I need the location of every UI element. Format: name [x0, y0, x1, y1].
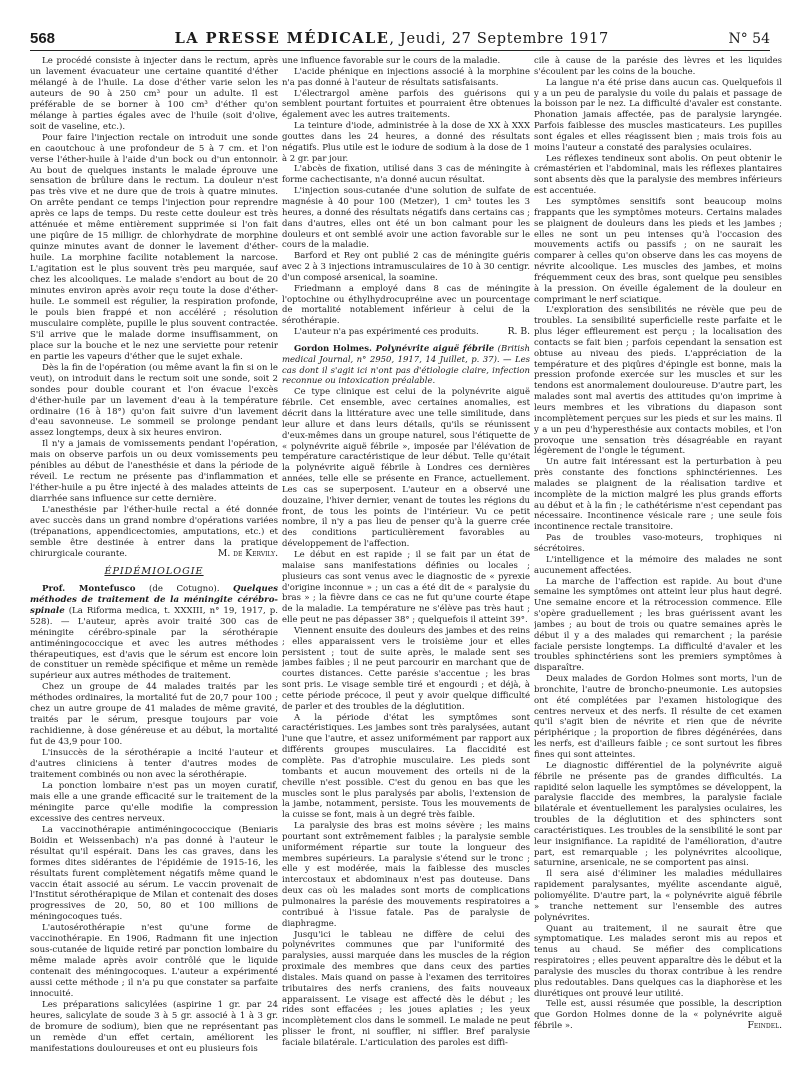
paragraph: L'intelligence et la mémoire des malades ne sont aucunement affectées.: [534, 554, 782, 576]
paragraph: La langue n'a été prise dans aucun cas. Quelquefois il y a un peu de paralysie du voile du palais et passage de la boisson par le nez. La difficulté d'avaler est constante. Phonation jamais affectée, pas de paralysie laryngée. Parfois faiblesse des muscles masticateurs. Les pupilles sont égales et elles réagissent bien ; mais trois fois au moins l'auteur a constaté des paralysies oculaires.: [534, 77, 782, 153]
paragraph-text: L'auteur n'a pas expérimenté ces produits.: [294, 327, 479, 338]
author-signature: R. B.: [507, 326, 530, 338]
page-number: 568: [30, 30, 56, 47]
paragraph-text: Telle est, aussi résumée que possible, la description que Gordon Holmes donne de la « polynévrite aiguë fébrile ».: [534, 999, 782, 1032]
author-signature: Feindel.: [747, 1020, 782, 1032]
paragraph: Barford et Rey ont publié 2 cas de méningite guéris avec 2 à 3 injections intramusculaires de 10 à 30 centigr. d'un composé arsenical, la soamine.: [282, 251, 530, 283]
author-signature: M. de Kervily.: [217, 547, 278, 559]
paragraph: Quant au traitement, il ne saurait être que symptomatique. Les malades seront mis au repos et tenus au chaud. Se méfier des complications respiratoires ; elles peuvent apparaître dès le début et la paralysie des muscles du thorax contribue à les rendre plus redoutables. Dans quelques cas la diaphorèse et les diurétiques ont prouvé leur utilité.: [534, 923, 782, 999]
paragraph: Jusqu'ici le tableau ne diffère de celui des polynévrites communes que par l'uniformité des paralysies, aussi marquée dans les muscles de la région proximale des membres que dans ceux des parties distales. Mais quand on passe à l'examen des territoires tributaires des nerfs craniens, des faits nouveaux apparaissent. Le visage est affecté dès le début ; les rides sont effacées ; les joues aplaties ; les yeux incomplètement clos dans le sommeil. Le malade ne peut plisser le front, ni souffler, ni siffler. Bref paralysie faciale bilatérale. L'articulation des paroles est diffi-: [282, 929, 530, 1048]
paragraph: Viennent ensuite des douleurs des jambes et des reins ; elles apparaissent vers le troisième jour et elles persistent ; tout de suite après, le malade sent ses jambes faibles ; il ne peut parcourir en marchant que de courtes distances. Cette parésie s'accentue ; les bras sont pris. Le visage semble tiré et engourdi ; et déjà, à cette période précoce, il peut y avoir quelque difficulté de parler et des troubles de la déglutition.: [282, 625, 530, 712]
text-column-1: [30, 56, 278, 1066]
paragraph: Les réflexes tendineux sont abolis. On peut obtenir le crémastérien et l'abdominal, mais les réflexes plantaires sont absents dès que la paralysie des membres inférieurs est accentuée.: [534, 153, 782, 197]
section-title: ÉPIDÉMIOLOGIE: [104, 565, 204, 577]
paragraph: [282, 327, 530, 338]
paragraph: Chez un groupe de 44 malades traités par les méthodes ordinaires, la mortalité fut de 20,7 pour 100 ; chez un autre groupe de 41 malades de même gravité, traités par le sérum, presque toujours par voie rachidienne, à dose généreuse et au début, la mortalité fut de 43,9 pour 100.: [30, 682, 278, 748]
paragraph: L'injection sous-cutanée d'une solution de sulfate de magnésie à 40 pour 100 (Metzer), 1 cm³ toutes les 3 heures, a donné des résultats négatifs dans certains cas ; dans d'autres, elles ont été un bon calmant pour les douleurs et ont semblé avoir une action favorable sur le cours de la maladie.: [282, 186, 530, 251]
paragraph: [534, 999, 782, 1032]
paragraph: Il n'y a jamais de vomissements pendant l'opération, mais on observe parfois un ou deux vomissements peu pénibles au début de l'anesthésie et dans la période de réveil. Le rectum ne présente pas d'inflammation et l'éther-huile a pu être injecté à des malades atteints de diarrhée sans influence sur cette dernière.: [30, 439, 278, 505]
paragraph: Les symptômes sensitifs sont beaucoup moins frappants que les symptômes moteurs. Certains malades se plaignent de douleurs dans les pieds et les jambes ; elles ne sont un peu intenses qu'à l'occasion des mouvements actifs ou passifs ; on ne saurait les comparer à celles qu'on observe dans les cas moyens de névrite alcoolique. Les muscles des jambes, et moins fréquemment ceux des bras, sont quelque peu sensibles à la pression. On éveille également de la douleur en comprimant le nerf sciatique.: [534, 196, 782, 305]
paragraph: Dès la fin de l'opération (ou même avant la fin si on le veut), on introduit dans le rectum soit une sonde, soit 2 sondes pour double courant et l'on évacue l'excès d'éther-huile par un lavement d'eau à la température ordinaire (16 à 18°) qu'on fait suivre d'un lavement d'eau savonneuse. Le sommeil se prolonge pendant assez longtemps, deux à six heures environ.: [30, 362, 278, 439]
paragraph: L'insuccès de la sérothérapie a incité l'auteur et d'autres cliniciens à tenter d'autres modes de traitement combinés ou non avec la sérothérapie.: [30, 748, 278, 780]
paragraph: Le procédé consiste à injecter dans le rectum, après un lavement évacuateur une certaine quantité d'éther mélangé à de l'huile. La dose d'éther varie selon les auteurs de 90 à 250 cm³ pour un adulte. Il est préférable de se borner à 100 cm³ d'éther qu'on mélange à parties égales avec de l'huile (soit d'olive, soit de vaseline, etc.).: [30, 56, 278, 132]
paragraph: Friedmann a employé dans 8 cas de méningite l'optochine ou éthylhydrocupréine avec un pourcentage de mortalité notablement inférieur à celui de la sérothérapie.: [282, 283, 530, 327]
article-title: Polynévrite aiguë fébrile: [371, 343, 495, 354]
article-author: Gordon Holmes.: [294, 343, 372, 354]
issue-number: N° 54: [728, 31, 770, 47]
paragraph: Pas de troubles vaso-moteurs, trophiques ni sécrétoires.: [534, 533, 782, 554]
paragraph: Le diagnostic différentiel de la polynévrite aiguë fébrile ne présente pas de grandes difficultés. La rapidité selon laquelle les symptômes se développent, la paralysie flaccide des membres, la paralysie faciale bilatérale et éventuellement les paralysies oculaires, les troubles de la déglutition et des sphincters sont caractéristiques. Les troubles de la sensibilité le sont par leur insignifiance. La rapidité de l'amélioration, d'autre part, est remarquable ; les polynévrites alcoolique, saturnine, arsenicale, ne se comportent pas ainsi.: [534, 760, 782, 869]
paragraph: Un autre fait intéressant est la perturbation à peu près constante des fonctions sphinctériennes. Les malades se plaignent de la réalisation tardive et incomplète de la miction malgré les plus grands efforts au début et à la fin ; le cathétérisme n'est cependant pas nécessaire. Incontinence vésicale rare ; une seule fois incontinence rectale transitoire.: [534, 457, 782, 533]
paragraph: L'exploration des sensibilités ne révèle que peu de troubles. La sensibilité superficielle reste parfaite et le plus léger effleurement est perçu ; la localisation des contacts se fait bien ; parfois cependant la sensation est obtuse au niveau des pieds. L'appréciation de la température et des piqûres d'épingle est bonne, mais la pression profonde exercée sur les muscles et sur les tendons est anormalement douloureuse. D'autre part, les malades sont mal avertis des attitudes qu'on imprime à leurs membres et les vibrations du diapason sont incomplètement perçues sur les pieds et sur les mains. Il y a un peu d'hyperesthésie aux contacts mobiles, et l'on provoque une sensation très désagréable en rayant légèrement de l'ongle le tégument.: [534, 305, 782, 457]
text-column-2: [282, 56, 530, 1066]
page-header: [30, 24, 770, 51]
article-reference: (British medical Journal, n° 2950, 1917, 14 Juillet, p. 37). — Les cas dont il s'agit ici n'ont pas d'étiologie claire, infection reconnue ou intoxication préalable.: [282, 343, 530, 387]
paragraph: La paralysie des bras est moins sévère ; les mains pourtant sont extrêmement faibles ; la paralysie semble uniformément répartie sur toute la longueur des membres supérieurs. La paralysie s'étend sur le tronc ; elle y est modérée, mais la faiblesse des muscles intercostaux et abdominaux n'est pas douteuse. Dans deux cas où les malades sont morts de complications pulmonaires la parésie des mouvements respiratoires a contribué à l'issue fatale. Pas de paralysie de diaphragme.: [282, 821, 530, 929]
paragraph: La teinture d'iode, administrée à la dose de XX à XXX gouttes dans les 24 heures, a donné des résultats négatifs. Plus utile est le iodure de sodium à la dose de 1 à 2 gr. par jour.: [282, 121, 530, 164]
paragraph: La vaccinothérapie antiméningococcique (Beniaris Boidin et Weissenbach) n'a pas donné à l'auteur le résultat qu'il espérait. Dans les cas graves, dans les formes dites sidérantes de l'épidémie de 1915-16, les résultats furent complètement négatifs même quand le vaccin était associé au sérum. Le vaccin provenait de l'Institut sérothérapique de Milan et contenait des doses progressives de 20, 50, 80 et 100 millions de méningocoques tués.: [30, 824, 278, 923]
paragraph: La ponction lombaire n'est pas un moyen curatif, mais elle a une grande efficacité sur le traitement de la méningite parce qu'elle modifie la compression excessive des centres nerveux.: [30, 780, 278, 824]
paragraph: Le début en est rapide ; il se fait par un état de malaise sans manifestations définies ou locales ; plusieurs cas sont venus avec le diagnostic de « pyrexie d'origine inconnue » ; un cas a été dit de « paralysie du bras » ; la fièvre dans ce cas ne fut qu'une courte étape de la maladie. La température ne s'élève pas très haut ; elle peut ne pas dépasser 38° ; quelquefois il atteint 39°.: [282, 549, 530, 626]
issue-date: , Jeudi, 27 Septembre 1917: [389, 31, 609, 47]
paragraph: L'acide phénique en injections associé à la morphine n'a pas donné à l'auteur de résultats satisfaisants.: [282, 66, 530, 88]
article-author: Prof. Montefusco: [42, 583, 136, 594]
article-title: Quelques méthodes de traitement de la méningite cérébro-spinale: [30, 583, 278, 616]
paragraph: une influence favorable sur le cours de la maladie.: [282, 56, 501, 66]
paragraph: cile à cause de la parésie des lèvres et les liquides s'écoulent par les coins de la bouche.: [534, 56, 782, 77]
journal-title: LA PRESSE MÉDICALE: [174, 30, 390, 47]
paragraph: Ce type clinique est celui de la polynévrite aiguë fébrile. Cet ensemble, avec certaines anomalies, est décrit dans la littérature avec une telle similitude, dans leur allure et dans leurs détails, qu'ils se réunissent d'eux-mêmes dans un groupe naturel, sous l'étiquette de « polynévrite aiguë fébrile », imposée par l'élévation de température caractéristique de leur début. Telle qu'était la polynévrite aiguë fébrile à Londres ces dernières années, telle elle se présente en France, actuellement. Les cas se superposent. L'auteur en a observé une douzaine, l'hiver dernier, venant de toutes les régions du front, de tous les points de l'intérieur. Vu ce petit nombre, il n'y a pas lieu de penser qu'à la guerre crée des conditions particulièrement favorables au développement de l'affection.: [282, 387, 530, 550]
paragraph: Deux malades de Gordon Holmes sont morts, l'un de bronchite, l'autre de broncho-pneumonie. Les autopsies ont été complétées par l'examen histologique des centres nerveux et des nerfs. Il résulte de cet examen qu'il s'agit bien de névrite et rien que de névrite périphérique ; la proportion de fibres dégénérées, dans les nerfs, est d'ailleurs faible ; ce sont surtout les fibres fines qui sont atteintes.: [534, 674, 782, 760]
paragraph: La marche de l'affection est rapide. Au bout d'une semaine les symptômes ont atteint leur plus haut degré. Une semaine encore et la rétrocession commence. Elle s'opère graduellement ; les bras guérissent avant les jambes ; au bout de trois ou quatre semaines après le début il y a des malades qui remarchent ; la parésie faciale persiste longtemps. La difficulté d'avaler et les troubles sphinctériens sont les premiers symptômes à disparaître.: [534, 576, 782, 674]
paragraph: Il sera aisé d'éliminer les maladies médullaires rapidement paralysantes, myélite ascendante aiguë, poliomyélite. D'autre part, la « polynévrite aiguë fébrile » tranche nettement sur l'ensemble des autres polynévrites.: [534, 869, 782, 923]
paragraph: L'électrargol amène parfois des guérisons qui semblent pourtant fortuites et pourraient être obtenues également avec les autres traitements.: [282, 88, 530, 121]
text-column-3: [534, 56, 782, 1066]
paragraph: L'abcès de fixation, utilisé dans 3 cas de méningite à forme cachectisante, n'a donné aucun résultat.: [282, 164, 530, 186]
paragraph: Les préparations salicylées (aspirine 1 gr. par 24 heures, salicylate de soude 3 à 5 gr. associé à 1 à 3 gr. de bromure de sodium), bien que ne représentant pas un remède d'un effet certain, améliorent les manifestations douloureuses et ont eu plusieurs fois: [30, 1000, 278, 1054]
paragraph-text: L'anesthésie par l'éther-huile rectal a été donnée avec succès dans un grand nombre d'opérations variées (trépanations, appendicectomies, amputations, etc.) et semble être destinée à entrer dans la pratique chirurgicale courante.: [30, 505, 278, 559]
paragraph: [30, 505, 278, 560]
article-intro: [282, 344, 530, 387]
article-intro: [30, 584, 278, 683]
article-reference: (La Riforma medica, t. XXXIII, n° 19, 1917, p. 528). — L'auteur, après avoir traité 300 cas de méningite cérébro-spinale par la sérothérapie antiméningococcique et avec les autres méthodes thérapeutiques, est d'avis que le sérum est encore loin de constituer un remède spécifique et même un remède supérieur aux autres méthodes de traitement.: [30, 605, 278, 682]
running-title: [175, 30, 609, 50]
author-affiliation: (de Cotugno).: [135, 583, 233, 594]
paragraph: A la période d'état les symptômes sont caractéristiques. Les jambes sont très paralysées, autant l'une que l'autre, et assez uniformément par rapport aux différents groupes musculaires. La flaccidité est complète. Pas d'atrophie musculaire. Les pieds sont tombants et aucun mouvement des orteils ni de la cheville n'est possible. C'est du genou en bas que les muscles sont le plus paralysés par abolis, l'extension de la jambe, notamment, persiste. Tous les mouvements de la cuisse se font, mais à un degré très faible.: [282, 712, 530, 821]
paragraph: Pour faire l'injection rectale on introduit une sonde en caoutchouc à une profondeur de 5 à 7 cm. et l'on verse l'éther-huile à l'aide d'un bock ou d'un entonnoir. Au bout de quelques instants le malade éprouve une sensation de brûlure dans le rectum. La douleur n'est pas très vive et ne dure que de trois à quatre minutes. On arrête pendant ce temps l'injection pour reprendre après ce laps de temps. Du reste cette douleur est très atténuée et même entièrement supprimée si l'on fait une piqûre de 15 milligr. de chlorhydrate de morphine quinze minutes avant de donner le lavement d'éther-huile. La morphine facilite notablement la narcose. L'agitation est le plus souvent très peu marquée, sauf chez les alcooliques. Le malade s'endort au bout de 20 minutes environ après avoir reçu toute la dose d'éther-huile. Le sommeil est régulier, la respiration profonde, le pouls bien frappé et non accéléré ; résolution musculaire complète, pupille le plus souvent contractée. S'il arrive que le malade dorme insuffisamment, on place sur la bouche et le nez une serviette pour retenir en partie les vapeurs d'éther que le sujet exhale.: [30, 132, 278, 362]
paragraph: L'autosérothérapie n'est qu'une forme de vaccinothérapie. En 1906, Radmann fit une injection sous-cutanée de liquide retiré par ponction lombaire du même malade après avoir contrôlé que le liquide contenait des méningocoques. L'auteur a expérimenté aussi cette méthode ; il n'a pu que constater sa parfaite innocuité.: [30, 923, 278, 1000]
